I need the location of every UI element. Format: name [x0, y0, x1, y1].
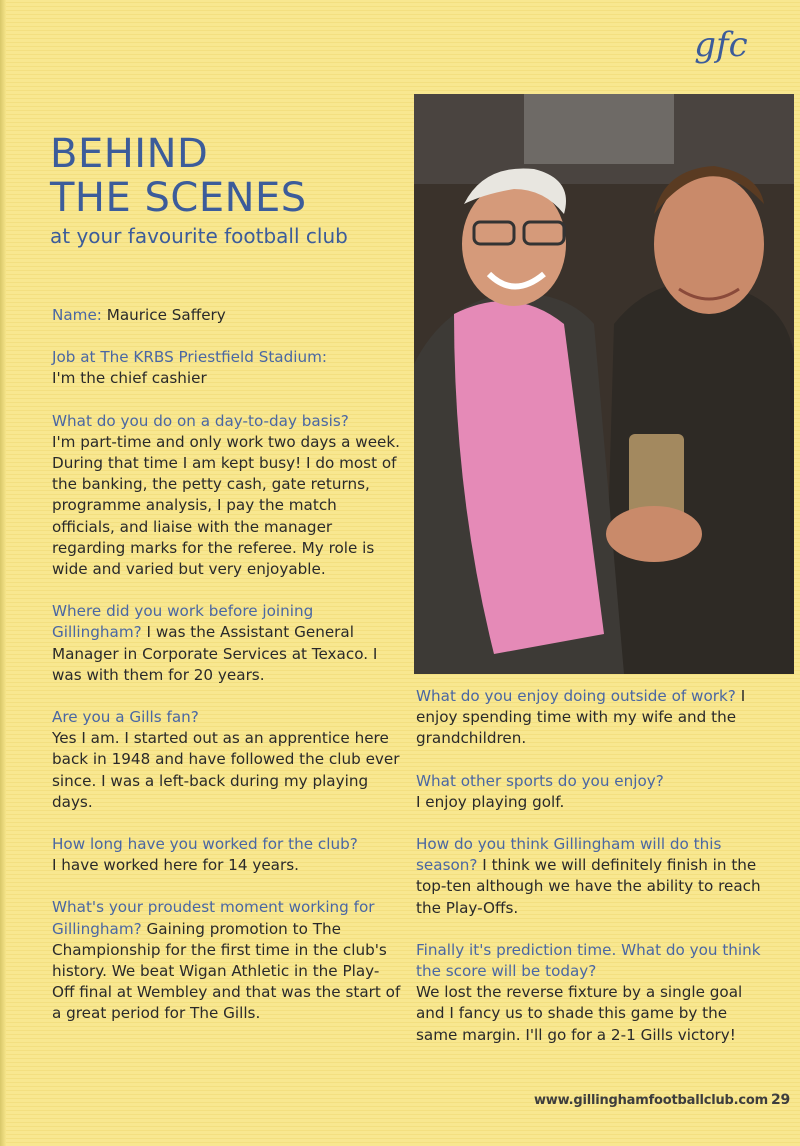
page-number: 29: [770, 1092, 791, 1108]
qa-how-long: [52, 834, 402, 876]
question: Are you a Gills fan?: [52, 708, 199, 727]
page-footer: [534, 1092, 790, 1108]
question: How long have you worked for the club?: [52, 835, 358, 854]
qa-season-prediction: [416, 834, 766, 919]
question: What do you do on a day-to-day basis?: [52, 411, 349, 430]
page-title: [50, 132, 307, 220]
photo-two-men: [414, 94, 794, 674]
answer: I enjoy spending time with my wife and the grandchildren.: [416, 687, 746, 748]
question: What do you enjoy doing outside of work?: [416, 687, 736, 705]
right-column: [416, 686, 766, 1067]
answer: Yes I am. I started out as an apprentice here back in 1948 and have followed the club ever since. I was a left-back during my playing days.: [52, 729, 400, 811]
question: How do you think Gillingham will do this season?: [416, 835, 722, 875]
question: Name:: [52, 306, 102, 324]
page-title-line-2: THE SCENES: [50, 175, 307, 221]
answer: Maurice Saffery: [106, 306, 226, 324]
answer: I enjoy playing golf.: [416, 792, 565, 811]
qa-name: [52, 305, 402, 326]
qa-outside-work: [416, 686, 766, 750]
answer: I have worked here for 14 years.: [52, 856, 299, 875]
answer: We lost the reverse fixture by a single goal and I fancy us to shade this game by the same margin. I'll go for a 2-1 Gills victory!: [416, 983, 743, 1044]
qa-day-to-day: [52, 411, 402, 581]
qa-other-sports: [416, 771, 766, 813]
club-logo: [683, 20, 759, 70]
page-title-line-1: BEHIND: [50, 131, 209, 177]
club-logo-text: gfc: [694, 25, 748, 65]
question: Finally it's prediction time. What do you think the score will be today?: [416, 940, 761, 981]
question: Job at The KRBS Priestfield Stadium:: [52, 348, 327, 367]
answer: I'm part-time and only work two days a week. During that time I am kept busy! I do most of the banking, the petty cash, gate returns, programme analysis, I pay the match officials, and liaise with the manager regarding marks for the referee. My role is wide and varied but very enjoyable.: [52, 432, 401, 579]
club-logo-mark: [683, 20, 759, 70]
qa-score-prediction: [416, 940, 766, 1046]
qa-job: [52, 347, 402, 389]
answer: I'm the chief cashier: [52, 369, 207, 388]
question: What's your proudest moment working for Gillingham?: [52, 898, 375, 938]
question: What other sports do you enjoy?: [416, 771, 664, 790]
answer: I was the Assistant General Manager in Corporate Services at Texaco. I was with them for 20 years.: [52, 623, 378, 684]
left-column: [52, 305, 402, 1046]
qa-gills-fan: [52, 707, 402, 813]
footer-url[interactable]: www.gillinghamfootballclub.com: [534, 1093, 768, 1108]
answer: Gaining promotion to The Championship for the first time in the club's history. We beat Wigan Athletic in the Play-Off final at Wembley and that was the start of a great period for The Gills.: [52, 919, 401, 1023]
qa-proudest-moment: [52, 897, 402, 1024]
feature-photo: [414, 94, 794, 674]
page-spine-shadow: [0, 0, 6, 1146]
page-subtitle: at your favourite football club: [50, 224, 348, 248]
qa-previous-job: [52, 601, 402, 686]
answer: I think we will definitely finish in the top-ten although we have the ability to reach the Play-Offs.: [416, 856, 761, 917]
question: Where did you work before joining Gillingham?: [52, 602, 314, 642]
